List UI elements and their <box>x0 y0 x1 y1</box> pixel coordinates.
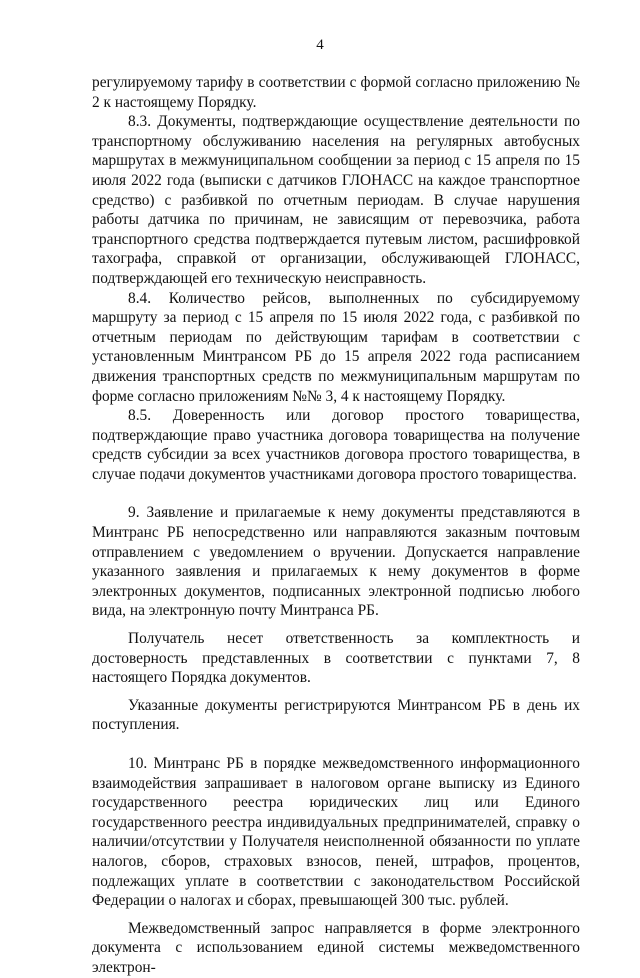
paragraph-8-3: 8.3. Документы, подтверждающие осуществление деятельности по транспортному обслуживанию населения на регулярных автобусных маршрутах в межмуниципальном сообщении за период с 15 апреля по 15 июля 2022 года (выписки с датчиков ГЛОНАСС на каждое транспортное средство) с разбивкой по отчетным периодам. В случае нарушения работы датчика по причинам, не зависящим от перевозчика, работа транспортного средства подтверждается путевым листом, расшифровкой тахографа, справкой от организации, обслуживающей ГЛОНАСС, подтверждающей его техническую неисправность. <box>92 113 580 287</box>
page-number: 4 <box>316 37 324 53</box>
paragraph-interagency-request: Межведомственный запрос направляется в форме электронного документа с использованием единой системы межведомственного электрон- <box>92 919 580 976</box>
paragraph-8-4: 8.4. Количество рейсов, выполненных по субсидируемому маршруту за период с 15 апреля по 15 июля 2022 года, с разбивкой по отчетным периодам по действующим тарифам в соответствии с установленным Минтрансом РБ до 15 апреля 2022 года расписанием движения транспортных средств по межмуниципальным маршрутам по форме согласно приложениям №№ 3, 4 к настоящему Порядку. <box>92 289 580 405</box>
paragraph-10: 10. Минтранс РБ в порядке межведомственного информационного взаимодействия запрашивает в налоговом органе выписку из Единого государственного реестра юридических лиц или Единого государственного реестра индивидуальных предпринимателей, справку о наличии/отсутствии у Получателя неисполненной обязанности по уплате налогов, сборов, страховых взносов, пеней, штрафов, процентов, подлежащих уплате в соответствии с законодательством Российской Федерации о налогах и сборах, превышающей 300 тыс. рублей. <box>92 755 580 910</box>
paragraph-9: 9. Заявление и прилагаемые к нему документы представляются в Минтранс РБ непосредственно или направляются заказным почтовым отправлением с уведомлением о вручении. Допускается направление указанного заявления и прилагаемых к нему документов в форме электронных документов, подписанных электронной подписью любого вида, на электронную почту Минтранса РБ. <box>92 504 580 620</box>
document-body <box>92 73 580 978</box>
paragraph-continuation: регулируемому тарифу в соответствии с формой согласно приложению № 2 к настоящему Порядку. <box>92 74 580 111</box>
paragraph-responsibility: Получатель несет ответственность за комплектность и достоверность представленных в соответствии с пунктами 7, 8 настоящего Порядка документов. <box>92 630 580 687</box>
paragraph-8-5: 8.5. Доверенность или договор простого товарищества, подтверждающие право участника договора товарищества на получение средств субсидии за всех участников договора простого товарищества, в случае подачи документов участниками договора простого товарищества. <box>92 407 580 483</box>
paragraph-registration: Указанные документы регистрируются Минтрансом РБ в день их поступления. <box>92 696 580 734</box>
